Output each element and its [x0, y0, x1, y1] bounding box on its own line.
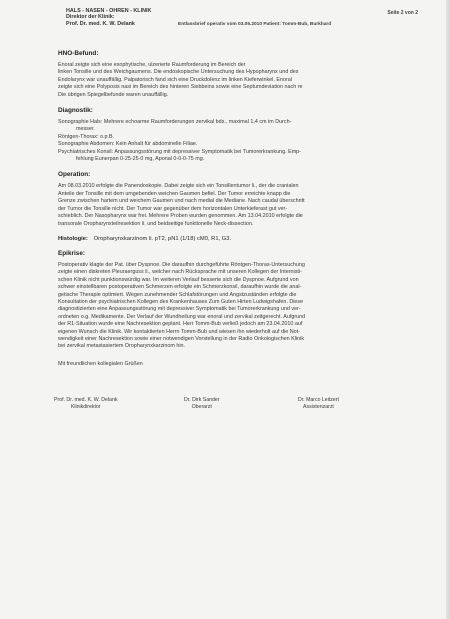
section-text — [58, 183, 412, 227]
text-line: bei zervikal metastasiertem Oropharynxkarzinom hin. — [58, 343, 186, 350]
letter-subtitle: Entlassbrief operativ vom 03.05.2010 Patient: Tomm-Bub, Burkhard — [178, 22, 332, 27]
scan-shadow — [446, 0, 450, 619]
section-text — [58, 119, 412, 163]
section-operation — [58, 171, 412, 227]
text-line: Die übrigen Spiegelbefunde waren unauffällig. — [58, 91, 169, 98]
section-histologie — [58, 236, 412, 242]
text-line: wendigkeit einer Nachresektion sowie einer notwendigen Vorstellung in der Radio Onkologischen Klinik — [58, 335, 305, 342]
signer-role: Assistenzarzt — [303, 403, 334, 410]
clinic-name: HALS - NASEN - OHREN - KLINIK — [66, 8, 152, 14]
text-line: schieblich. Der Nasopharynx war frei. Mehrere Proben wurden genommen. Am 13.04.2010 erfolgte die — [58, 213, 303, 220]
signer-name: Dr. Marco Leitzert — [298, 396, 339, 403]
page-number: Seite 2 von 2 — [387, 10, 418, 16]
text-line: zeigte sich eine Polyposis nasi im Bereich des hinteren Siebbeins sowie eine Septumdeviation nach re — [58, 84, 303, 91]
section-title: HNO-Befund: — [58, 50, 99, 57]
text-line: transorale Oropharynxteilresektion li. und beidseitige funktionelle Neck-dissection. — [58, 220, 254, 227]
text-line: linken Tonsille und des Weichgaumens. Die endoskopische Untersuchung des Hypopharynx und des — [58, 69, 299, 76]
signature-block — [54, 396, 412, 427]
text-line: eigenen Wunsch die Klinik. Wir kontaktierten Herrn Tomm-Bub und wiesen ihn wiederholt auf die Not- — [58, 328, 300, 335]
text-line: Anteile der Tonsille mit dem umgebenden weichen Gaumen befiel. Der Tumor erreichte knapp die — [58, 190, 291, 197]
closing-greeting: Mit freundlichen kollegialen Grüßen — [58, 360, 143, 367]
signature-director — [54, 397, 117, 411]
letter-header — [58, 8, 418, 44]
section-title: Histologie: — [58, 235, 88, 242]
text-line: Am 08.03.2010 erfolgte die Panendoskopie. Dabei zeigte sich ein Tonsillentumor li., der die cranialen — [58, 183, 299, 190]
text-line: Postoperativ klagte der Pat. über Dyspnoe. Die daraufhin durchgeführte Röntgen-Thorax-Untersuchung — [58, 261, 305, 268]
text-line: zeigte einen diskreten Pleuraerguss li., welcher nach Rücksprache mit unseren Kollegen der Internisti- — [58, 269, 302, 276]
text-line: getische Therapie optimiert. Wegen zunehmender Schlafstörungen und Angstzuständen erfolgte die — [58, 291, 297, 298]
signer-role: Klinikdirektor — [70, 403, 101, 410]
text-line: ordneten o.g. Medikamente. Der Verlauf der Wundheilung war enoral und zervikal zeitgerecht. Aufgrund — [58, 313, 306, 320]
section-title: Epikrise: — [58, 249, 85, 257]
section-epikrise — [58, 250, 412, 351]
section-diagnostik — [58, 107, 412, 163]
signer-name: Prof. Dr. med. K. W. Delank — [54, 396, 118, 403]
text-line: Enoral zeigte sich eine exophytische, ulzerierte Raumforderung im Bereich der — [58, 62, 246, 68]
section-hno — [58, 50, 412, 99]
section-title: Diagnostik: — [58, 107, 93, 115]
text-line: Psychiatrisches Konsil: Anpassungsstörung mit depressiver Symptomatik bei Tumorerkrankung. Emp- — [58, 148, 301, 155]
histology-result: Oropharynxkarzinom li. pT2, pN1 (1/18) cM0, R1, G3. — [93, 235, 232, 242]
director-label: Direktor der Klinik: — [66, 14, 115, 21]
signer-role: Oberarzt — [191, 403, 212, 410]
clinic-block — [66, 8, 151, 27]
text-line: der R1-Situation wurde eine Nachresektion geplant. Herr Tomm-Bub verließ jedoch am 23.04.2010 auf — [58, 321, 303, 328]
text-line: diagnostizierten eine Anpassungsstörung mit depressiver Symptomatik bei Tumorerkrankung und ver- — [58, 306, 301, 313]
text-line: schwer einstellbaren postoperativen Schmerzen erfolgte ein Schmerzkonsil, daraufhin wurde die anal- — [58, 284, 302, 291]
director-name: Prof. Dr. med. K. W. Delank — [66, 20, 135, 27]
text-line: Konsultation der psychiatrischen Kollegen des Krankenhauses Zum Guten Hirten Ludwigshafen. Diese — [58, 298, 304, 305]
text-line: schen Klinik nicht punktionswürdig war. Im weiteren Verlauf besserte sich die Dyspnoe. Aufgrund von — [58, 276, 299, 283]
text-line: Grenze zwischen hartem und weichem Gaumen und nach medial die Mediane. Nach caudal überschritt — [58, 198, 305, 205]
section-text — [58, 62, 412, 99]
text-line: Röntgen-Thorax: o.p.B. — [58, 133, 115, 140]
signature-senior-physician — [184, 397, 219, 411]
text-line: Sonographie Abdomen: Kein Anhalt für abdominelle Filiae. — [58, 141, 198, 148]
text-line: fehlung Eunerpan 0-25-25-0 mg, Aponal 0-0-0-75 mg. — [76, 156, 205, 163]
section-title: Operation: — [58, 171, 91, 179]
signer-name: Dr. Dirk Sander — [184, 396, 220, 403]
text-line: messer. — [76, 126, 95, 133]
signature-assistant-physician — [298, 397, 339, 411]
text-line: Sonographie Hals: Mehrere echoarme Raumforderungen zervikal bds., maximal 1,4 cm im Durch- — [58, 119, 292, 126]
text-line: der Tumor die Tonsille nicht. Der Tumor war gegenüber dem horizontalen Unterkieferast gut ver- — [58, 205, 288, 212]
section-text — [58, 262, 412, 351]
text-line: Endolarynx war unauffällig. Palpatorisch fand sich eine Druckdolenz im linken Kieferwinkel. Enoral — [58, 76, 292, 83]
